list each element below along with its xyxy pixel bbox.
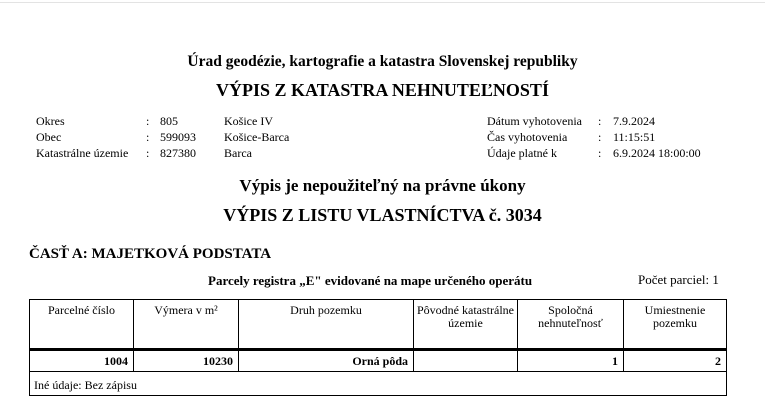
info-separator: : bbox=[146, 130, 150, 144]
table-header-row bbox=[30, 300, 727, 349]
info-separator: : bbox=[146, 146, 150, 160]
info-separator: : bbox=[598, 130, 602, 144]
notice-text: Výpis je nepoužiteľný na právne úkony bbox=[239, 176, 526, 195]
info-separator: : bbox=[598, 146, 602, 160]
info-value-cas: 11:15:51 bbox=[613, 130, 656, 144]
info-code-katastralne-uzemie: 827380 bbox=[160, 146, 196, 160]
cell-location: 2 bbox=[624, 350, 727, 372]
header-parcelne-cislo: Parcelné číslo bbox=[30, 300, 134, 349]
header-vymera: Výmera v m² bbox=[134, 300, 239, 349]
info-separator: : bbox=[146, 114, 150, 128]
info-label-katastralne-uzemie: Katastrálne územie bbox=[36, 146, 129, 160]
header-umiestnenie-pozemku: Umiestnenie pozemku bbox=[624, 300, 727, 349]
section-title: ČASŤ A: MAJETKOVÁ PODSTATA bbox=[29, 246, 272, 262]
info-name-okres: Košice IV bbox=[224, 114, 273, 128]
parcel-count: Počet parciel: 1 bbox=[638, 272, 719, 287]
cell-parcel-number: 1004 bbox=[30, 350, 134, 372]
info-name-obec: Košice-Barca bbox=[224, 130, 290, 144]
authority-name: Úrad geodézie, kartografie a katastra Slovenskej republiky bbox=[187, 53, 578, 70]
info-label-udaje-platne: Údaje platné k bbox=[487, 146, 557, 160]
top-border-line bbox=[0, 2, 765, 3]
header-druh-pozemku: Druh pozemku bbox=[239, 300, 414, 349]
info-code-okres: 805 bbox=[160, 114, 178, 128]
info-value-datum: 7.9.2024 bbox=[613, 114, 655, 128]
document-title: VÝPIS Z KATASTRA NEHNUTEĽNOSTÍ bbox=[216, 80, 549, 100]
table-note-row bbox=[30, 372, 727, 396]
cell-area: 10230 bbox=[134, 350, 239, 372]
header-spolocna-nehnutelnost: Spoločná nehnuteľnosť bbox=[518, 300, 624, 349]
info-name-katastralne-uzemie: Barca bbox=[224, 146, 252, 160]
section-subtitle: Parcely registra „E" evidované na mape určeného operátu bbox=[208, 273, 533, 288]
info-label-obec: Obec bbox=[36, 130, 62, 144]
info-label-okres: Okres bbox=[36, 114, 65, 128]
cell-common-property: 1 bbox=[518, 350, 624, 372]
info-separator: : bbox=[598, 114, 602, 128]
info-code-obec: 599093 bbox=[160, 130, 196, 144]
info-value-udaje-platne: 6.9.2024 18:00:00 bbox=[613, 146, 701, 160]
info-label-datum: Dátum vyhotovenia bbox=[487, 114, 582, 128]
cell-original-territory bbox=[414, 350, 518, 372]
list-title: VÝPIS Z LISTU VLASTNÍCTVA č. 3034 bbox=[223, 205, 542, 225]
other-data-note: Iné údaje: Bez zápisu bbox=[30, 372, 727, 396]
parcel-table bbox=[29, 299, 727, 396]
header-povodne-katastralne-uzemie: Pôvodné katastrálne územie bbox=[414, 300, 518, 349]
table-row bbox=[30, 350, 727, 372]
cell-land-type: Orná pôda bbox=[239, 350, 414, 372]
info-label-cas: Čas vyhotovenia bbox=[487, 130, 568, 144]
